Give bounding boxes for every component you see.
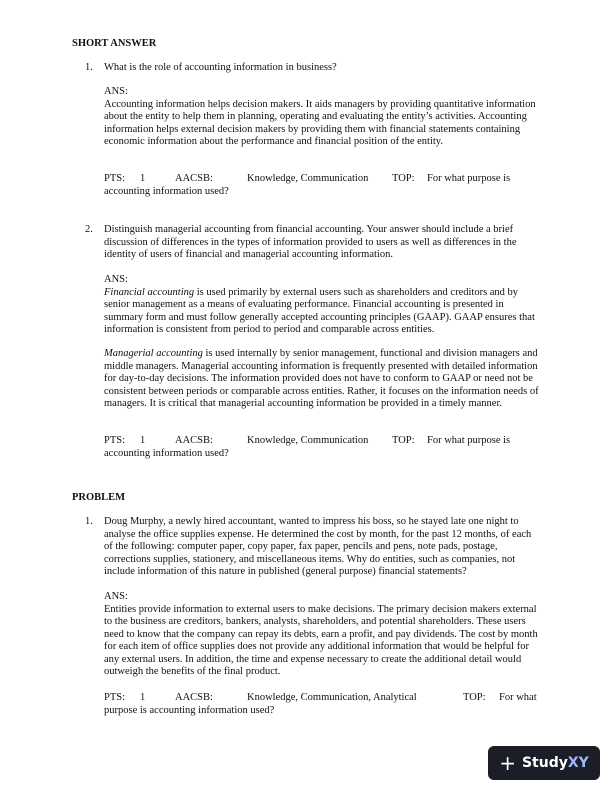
aacsb-label: AACSB:	[175, 692, 213, 703]
top-value: For what purpose is	[427, 173, 511, 184]
answer-paragraph-managerial	[104, 348, 540, 411]
pts-value: 1	[140, 173, 146, 184]
pts-value: 1	[140, 692, 146, 703]
term-managerial-accounting: Managerial accounting	[104, 348, 203, 359]
answer-label: ANS:	[104, 86, 128, 97]
meta-row	[104, 692, 540, 705]
top-value-continued: purpose is accounting information used?	[104, 705, 275, 716]
answer-label: ANS:	[104, 591, 128, 602]
brand-name: StudyXY	[521, 754, 589, 771]
top-value-continued: accounting information used?	[104, 186, 229, 197]
question-text: What is the role of accounting information in business?	[104, 62, 337, 73]
answer-label: ANS:	[104, 274, 128, 285]
section-heading-problem: PROBLEM	[72, 492, 126, 503]
aacsb-value: Knowledge, Communication, Analytical	[247, 692, 417, 703]
answer-text: is used internally by senior management, functional and division managers and middle managers. Managerial accounting information is frequently presented with detailed information for day-to-day decisions. The information provided does not have to conform to GAAP or need not be consistent between periods or comparable across entities. Rather, it focuses on the information needs of managers. It is critical that managerial accounting information be provided in a timely manner.	[104, 348, 539, 410]
question-number: 2.	[85, 224, 93, 235]
question-number: 1.	[85, 516, 93, 527]
meta-row	[104, 173, 540, 186]
question-text: Doug Murphy, a newly hired accountant, wanted to impress his boss, so he stayed late one night to analyse the office supplies expense. He determined the cost by month, for the past 12 months, of each of the following: computer paper, copy paper, fax paper, pencils and pens, note pads, postage, corrections supplies, stationery, and miscellaneous items. Why do entities, such as companies, not include information of this nature in published (general purpose) financial statements?	[104, 516, 532, 578]
top-value: For what	[499, 692, 537, 703]
term-financial-accounting: Financial accounting	[104, 286, 195, 298]
pts-label: PTS:	[104, 692, 126, 703]
aacsb-label: AACSB:	[175, 435, 213, 446]
answer-text: Accounting information helps decision makers. It aids managers by providing quantitative information about the entity to help them in planning, operating and evaluating the entity’s activities. Accounting information helps external decision makers by providing them with financial statements containing economic information about the performance and financial position of the entity.	[104, 98, 536, 148]
question-number: 1.	[85, 62, 93, 73]
answer-text: Entities provide information to external users to make decisions. The primary decision makers external to the business are creditors, bankers, analysts, shareholders, and potential shareholders. These users need to know that the company can repay its debts, earn a profit, and pay dividends. The cost by month for each item of office supplies does not provide any additional information that would be helpful for any external users. In addition, the time and expense necessary to create the additional detail would outweigh the benefits of the final product.	[104, 603, 538, 678]
top-value-continued: accounting information used?	[104, 448, 229, 459]
pts-label: PTS:	[104, 435, 126, 446]
plus-icon: +	[499, 751, 516, 775]
aacsb-value: Knowledge, Communication	[247, 173, 369, 184]
top-label: TOP:	[392, 173, 415, 184]
meta-row	[104, 435, 540, 448]
pts-label: PTS:	[104, 173, 126, 184]
section-heading-short-answer: SHORT ANSWER	[72, 38, 157, 49]
aacsb-value: Knowledge, Communication	[247, 435, 369, 446]
top-value: For what purpose is	[427, 435, 511, 446]
question-text: Distinguish managerial accounting from financial accounting. Your answer should include a brief discussion of differences in the types of information provided to users as well as differences in the identity of users of financial and managerial accounting information.	[104, 224, 517, 261]
pts-value: 1	[140, 435, 146, 446]
studyxy-badge[interactable]	[488, 746, 600, 780]
top-label: TOP:	[392, 435, 415, 446]
answer-paragraph-financial	[104, 287, 540, 337]
aacsb-label: AACSB:	[175, 173, 213, 184]
top-label: TOP:	[463, 692, 486, 703]
answer-text: is used primarily by external users such as shareholders and creditors and by senior management as a means of evaluating performance. Financial accounting is presented in summary form and must follow generally accepted accounting principles (GAAP). GAAP ensures that information is consistent from period to period and comparable across entities.	[104, 286, 535, 336]
